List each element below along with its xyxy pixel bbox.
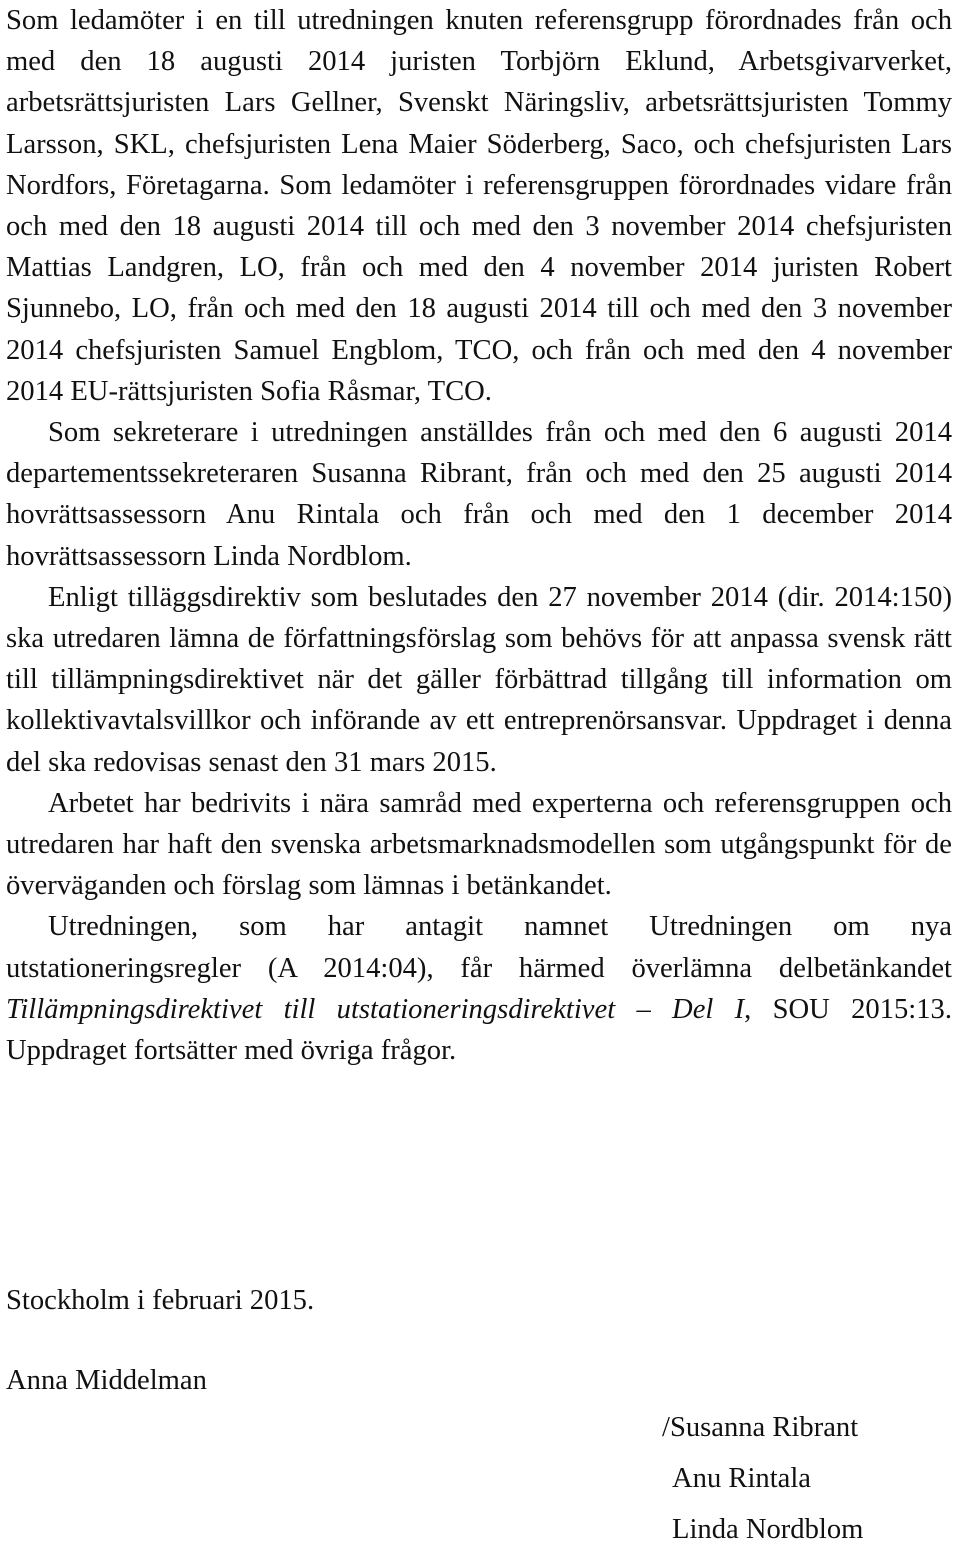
paragraph-secretaries: Som sekreterare i utredningen anställdes från och med den 6 augusti 2014 departementssekreteraren Susanna Ribrant, från och med den 25 augusti 2014 hovrättsassessorn Anu Rintala och från och med den 1 december 2014 hovrättsassessorn Linda Nordblom. — [6, 417, 952, 572]
signer-secretary-2: Anu Rintala — [672, 1463, 811, 1494]
signers-secretaries — [662, 1402, 863, 1555]
signer-secretary-1: /Susanna Ribrant — [662, 1412, 859, 1443]
report-title: Tillämpningsdirektivet till utstationeringsdirektivet – Del I — [6, 993, 745, 1025]
submission-text-end: , SOU 2015:13. Uppdraget fortsätter med övriga frågor. — [6, 993, 952, 1067]
paragraph-additional-directive: Enligt tilläggsdirektiv som beslutades den 27 november 2014 (dir. 2014:150) ska utredaren lämna de författningsförslag som behövs för att anpassa svensk rätt till tillämpningsdirektivet när det gäller förbättrad tillgång till information om kollektivavtalsvillkor och införande av ett entreprenörsansvar. Uppdraget i denna del ska redovisas senast den 31 mars 2015. — [6, 581, 952, 778]
paragraph-reference-group: Som ledamöter i en till utredningen knuten referensgrupp förordnades från och med den 18 augusti 2014 juristen Torbjörn Eklund, Arbetsgivarverket, arbetsrättsjuristen Lars Gellner, Svenskt Näringsliv, arbetsrättsjuristen Tommy Larsson, SKL, chefsjuristen Lena Maier Söderberg, Saco, och chefsjuristen Lars Nordfors, Företagarna. Som ledamöter i referensgruppen förordnades vidare från och med den 18 augusti 2014 till och med den 3 november 2014 chefsjuristen Mattias Landgren, LO, från och med den 4 november 2014 juristen Robert Sjunnebo, LO, från och med den 18 augusti 2014 till och med den 3 november 2014 chefsjuristen Samuel Engblom, TCO, och från och med den 4 november 2014 EU-rättsjuristen Sofia Råsmar, TCO. — [6, 5, 952, 407]
paragraph-work-method: Arbetet har bedrivits i nära samråd med experterna och referensgruppen och utredaren har haft den svenska arbetsmarknadsmodellen som utgångspunkt för de överväganden och förslag som lämnas i betänkandet. — [6, 787, 952, 902]
signer-secretary-3: Linda Nordblom — [672, 1514, 864, 1545]
signer-investigator: Anna Middelman — [6, 1365, 207, 1396]
document-body — [6, 0, 952, 1071]
paragraph-submission — [6, 906, 952, 1071]
place-and-date: Stockholm i februari 2015. — [6, 1285, 315, 1316]
submission-text-start: Utredningen, som har antagit namnet Utredningen om nya utstationeringsregler (A 2014:04), får härmed överlämna delbetänkandet — [6, 911, 952, 984]
